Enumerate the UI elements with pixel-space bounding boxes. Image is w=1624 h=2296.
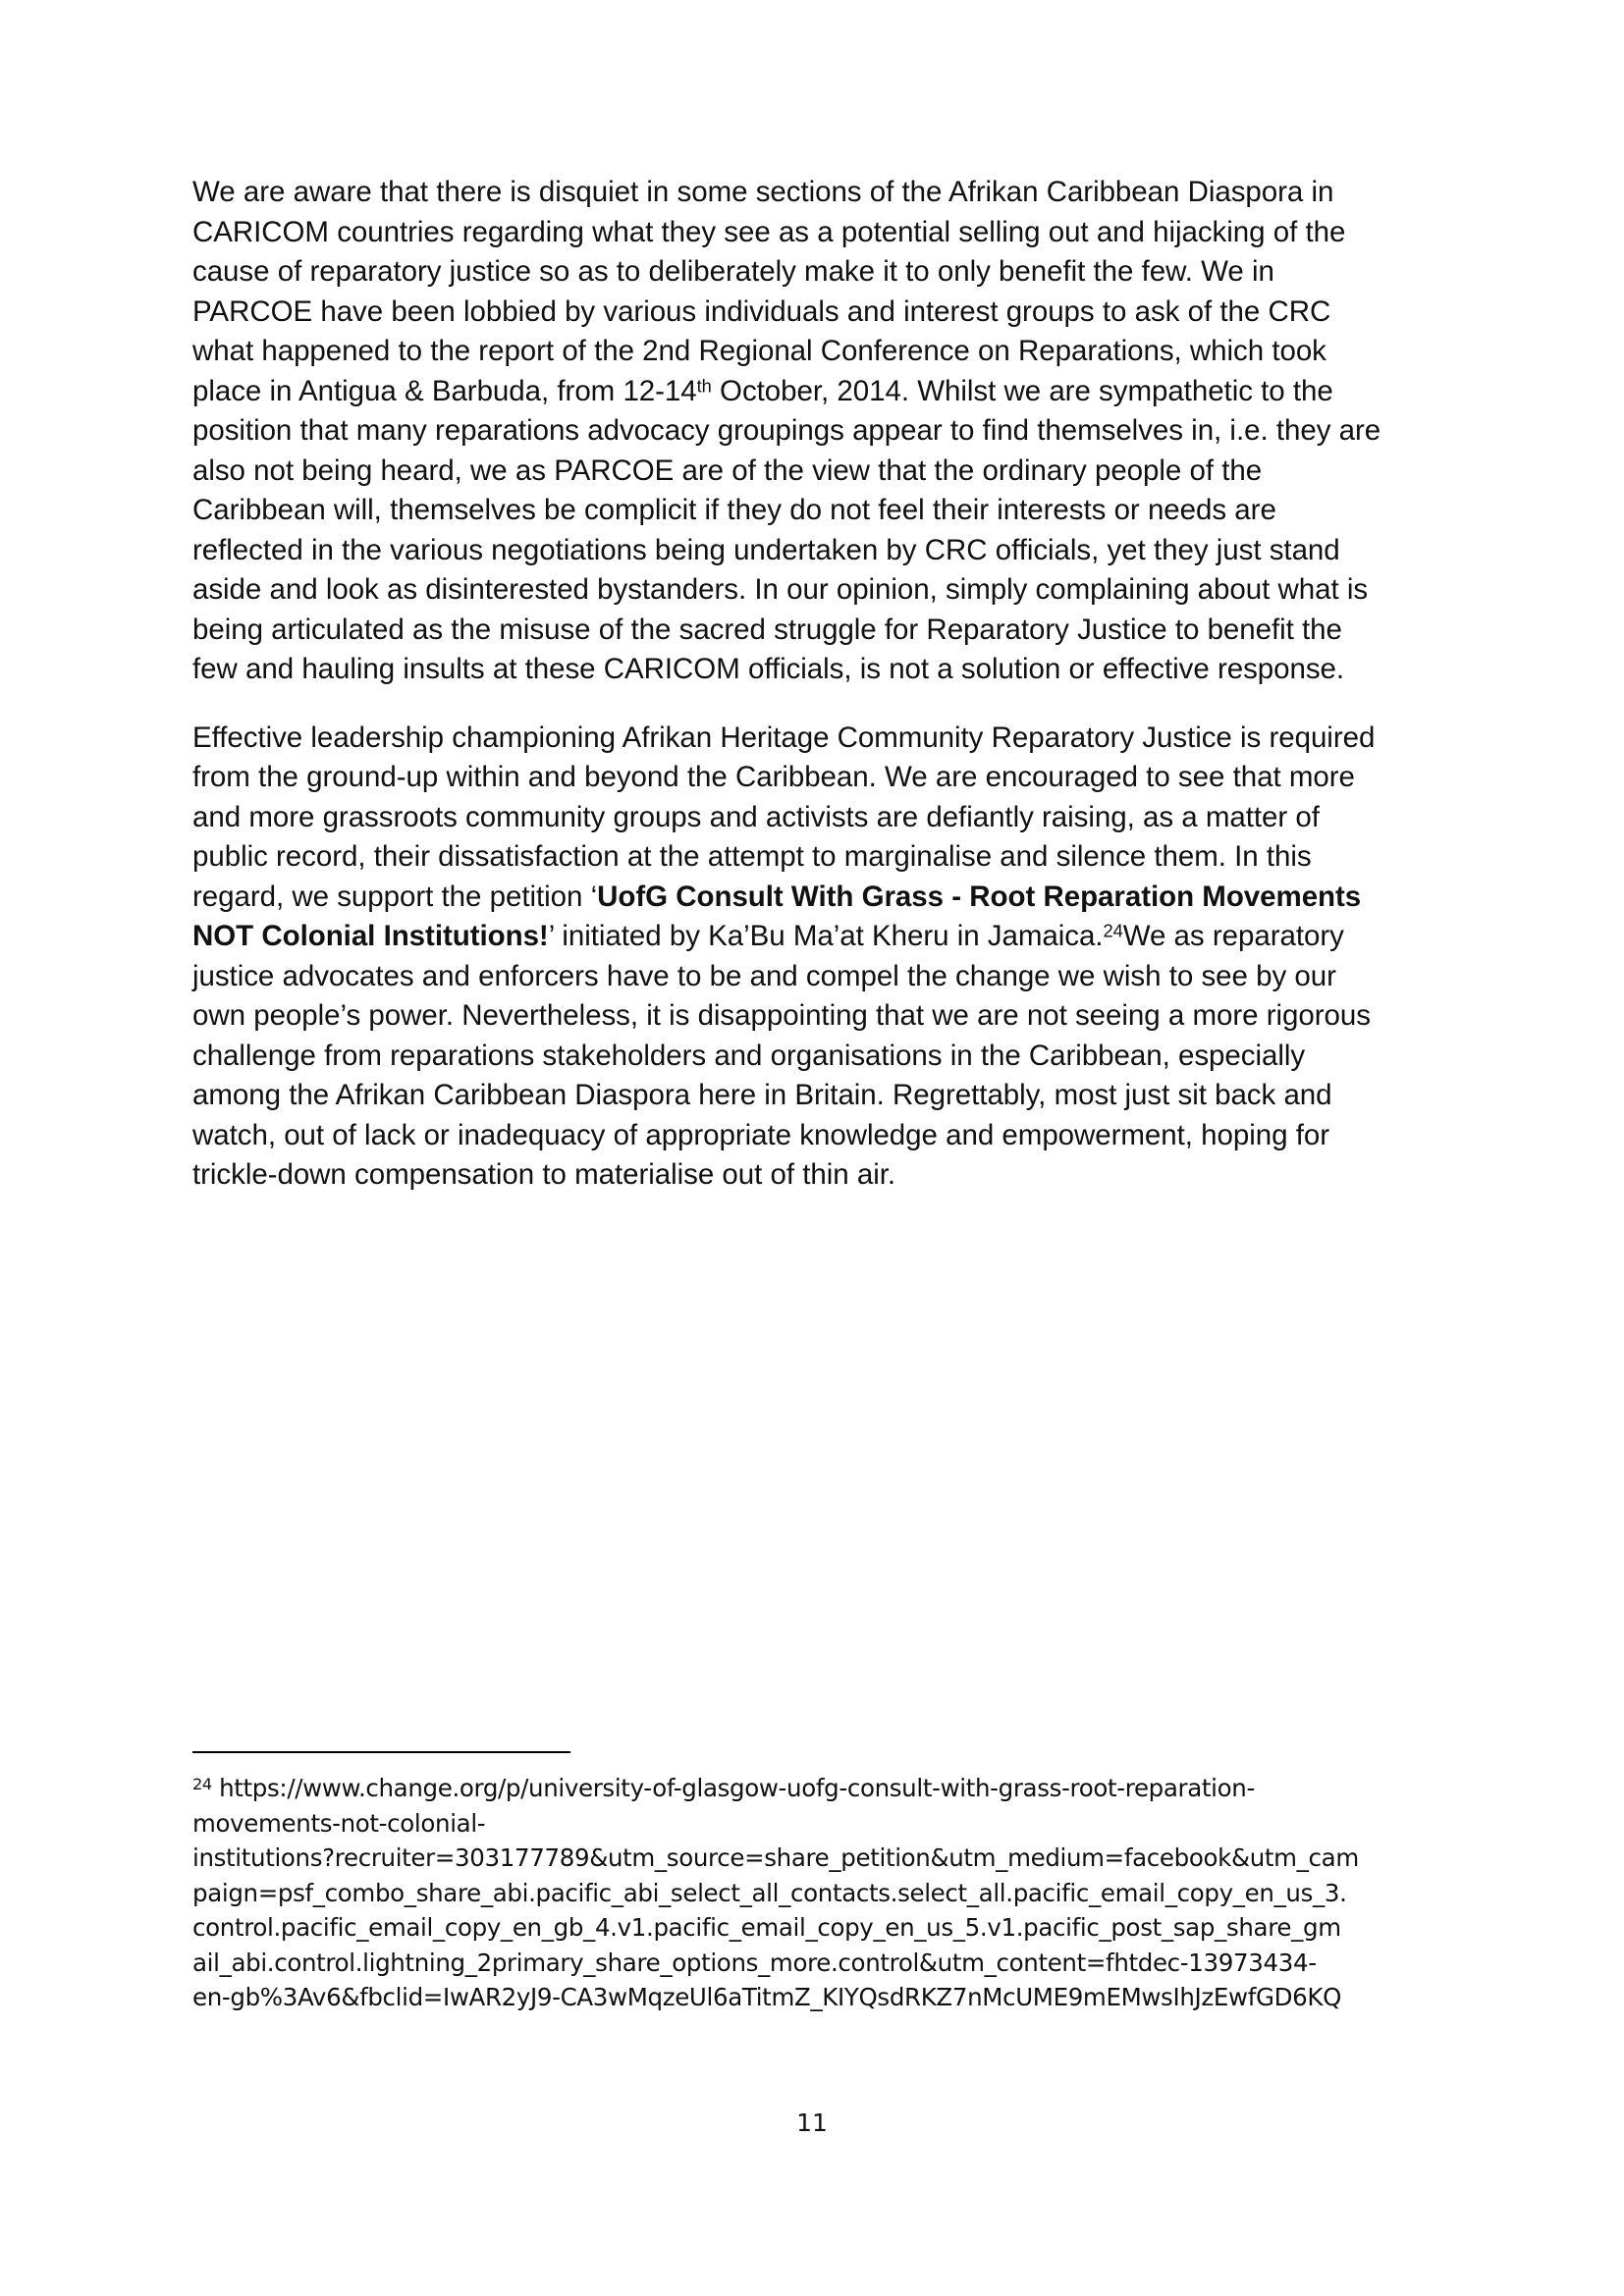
paragraph-disquiet xyxy=(192,173,1388,690)
footnote-url-line: control.pacific_email_copy_en_gb_4.v1.pacific_email_copy_en_us_5.v1.pacific_post_sap_share_gm xyxy=(192,1913,1341,1942)
footnote-24 xyxy=(192,1771,1406,2015)
text-run: ’ initiated by Ka’Bu Ma’at Kheru in Jamaica. xyxy=(548,920,1104,952)
footnote-area xyxy=(192,1751,1406,2015)
text-run: October, 2014. Whilst we are sympathetic to the position that many reparations advocacy groupings appear to find themselves in, i.e. they are also not being heard, we as PARCOE are of the view that the ordinary people of the Caribbean will, themselves be complicit if they do not feel their interests or needs are reflected in the various negotiations being undertaken by CRC officials, yet they just stand aside and look as disinterested bystanders. In our opinion, simply complaining about what is being articulated as the misuse of the sacred struggle for Reparatory Justice to benefit the few and hauling insults at these CARICOM officials, is not a solution or effective response. xyxy=(192,374,1381,685)
superscript-marker: 24 xyxy=(1103,920,1123,941)
footnote-url-line: https://www.change.org/p/university-of-glasgow-uofg-consult-with-grass-root-reparation- xyxy=(219,1774,1255,1802)
page-body-text xyxy=(192,173,1388,1224)
footnote-url-line: paign=psf_combo_share_abi.pacific_abi_select_all_contacts.select_all.pacific_email_copy_en_us_3. xyxy=(192,1878,1347,1907)
petition-title-bold: UofG Consult With Grass - Root Reparation Movements NOT Colonial Institutions! xyxy=(192,880,1362,952)
text-run: Effective leadership championing Afrikan Heritage Community Reparatory Justice is required from the ground-up within and beyond the Caribbean. We are encouraged to see that more and more grassroots community groups and activists are defiantly raising, as a matter of public record, their dissatisfaction at the attempt to marginalise and silence them. In this regard, we support the petition ‘ xyxy=(192,721,1376,913)
paragraph-effective-leadership xyxy=(192,719,1388,1196)
page-number: 11 xyxy=(796,2109,828,2137)
footnote-url-line: en-gb%3Av6&fbclid=IwAR2yJ9-CA3wMqzeUl6aTitmZ_KIYQsdRKZ7nMcUME9mEMwsIhJzEwfGD6KQ xyxy=(192,1983,1342,2011)
text-run: We as reparatory justice advocates and enforcers have to be and compel the change we wish to see by our own people’s power. Nevertheless, it is disappointing that we are not seeing a more rigorous challenge from reparations stakeholders and organisations in the Caribbean, especially among the Afrikan Caribbean Diaspora here in Britain. Regrettably, most just sit back and watch, out of lack or inadequacy of appropriate knowledge and empowerment, hoping for trickle-down compensation to materialise out of thin air. xyxy=(192,920,1371,1191)
footnote-url-line: ail_abi.control.lightning_2primary_share_options_more.control&utm_content=fhtdec-13973434- xyxy=(192,1948,1317,1977)
footnote-separator-rule xyxy=(192,1751,570,1753)
footnote-url-line: movements-not-colonial- xyxy=(192,1808,486,1838)
text-run: We are aware that there is disquiet in some sections of the Afrikan Caribbean Diaspora in CARICOM countries regarding what they see as a potential selling out and hijacking of the cause of reparatory justice so as to deliberately make it to only benefit the few. We in PARCOE have been lobbied by various individuals and interest groups to ask of the CRC what happened to the report of the 2nd Regional Conference on Reparations, which took place in Antigua & Barbuda, from 12-14 xyxy=(192,176,1346,407)
footnote-url-line: institutions?recruiter=303177789&utm_source=share_petition&utm_medium=facebook&utm_cam xyxy=(192,1843,1359,1872)
superscript-marker: th xyxy=(696,375,712,397)
footnote-marker: 24 xyxy=(192,1774,212,1793)
